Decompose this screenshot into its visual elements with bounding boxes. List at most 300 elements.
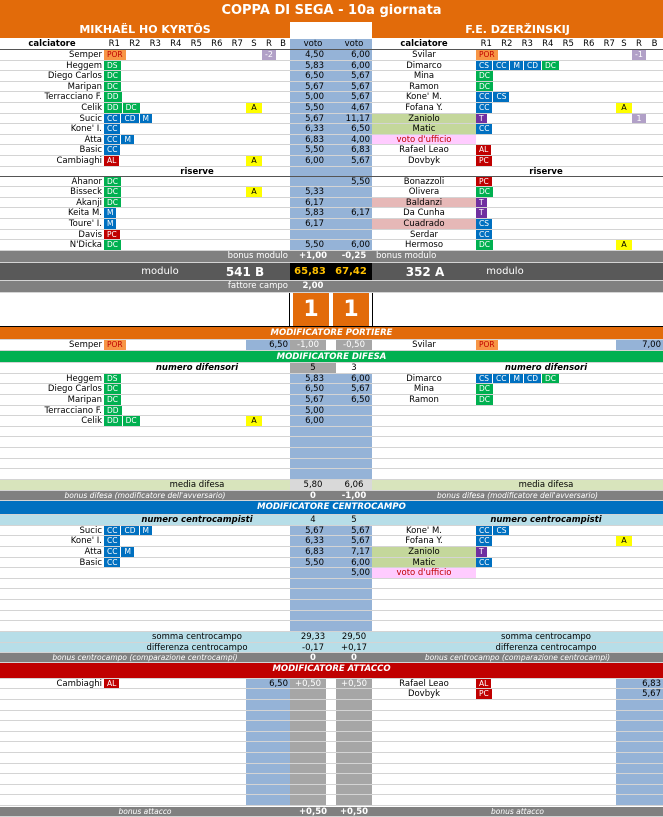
role-tags [104, 103, 244, 113]
attacco-name-right: Rafael Leao [399, 678, 449, 689]
player-row [0, 156, 663, 167]
player-name-left: Terracciano F. [44, 405, 102, 416]
page-title: COPPA DI SEGA - 10a giornata [0, 0, 663, 22]
voto-col-bg [246, 785, 290, 795]
player-voto-right: 6,83 [336, 145, 372, 155]
player-name-right: Zaniolo [372, 547, 476, 557]
player-name-left: Celik [81, 416, 102, 426]
player-row [0, 406, 663, 417]
modulo-right: 352 A [405, 264, 445, 279]
role-tag: PC [476, 689, 492, 699]
difesa-count-left: 5 [290, 363, 336, 373]
player-name-right: Dimarco [406, 60, 442, 71]
role-tag: POR [104, 50, 126, 60]
player-voto-left: 6,00 [290, 416, 326, 426]
role-tags [476, 547, 616, 557]
voto-col-bg [336, 469, 372, 479]
voto-col-bg [246, 795, 290, 805]
role-tags [476, 395, 616, 405]
role-tag: CC [493, 61, 509, 71]
voto-col-bg [246, 711, 290, 721]
mod-col-bg [290, 721, 326, 731]
player-voto-right: 6,17 [336, 208, 372, 218]
attacco-voto-left: 6,50 [246, 679, 290, 689]
voto-col-bg [290, 427, 336, 437]
role-tag: DC [476, 384, 493, 394]
role-tag: CC [476, 103, 492, 113]
player-voto-right: 5,67 [336, 82, 372, 92]
role-tag: DC [104, 384, 121, 394]
player-name-left: Davis [78, 229, 102, 240]
bonus-centrocampo-left: 0 [310, 652, 316, 662]
centrocampo-count-left: 4 [310, 514, 316, 525]
role-tag: T [476, 547, 487, 557]
header-round: R6 [583, 39, 595, 49]
player-voto-right [336, 187, 372, 197]
attacco-name-left: Cambiaghi [56, 678, 102, 689]
header-b: B [280, 39, 286, 49]
voto-col-bg [336, 448, 372, 458]
header-r: R [636, 39, 642, 49]
score-row [0, 293, 663, 327]
player-row [0, 621, 663, 632]
voto-col-bg [246, 700, 290, 710]
player-voto-right: 5,67 [336, 92, 372, 102]
bonus-modulo-label: bonus modulo [376, 250, 437, 261]
voto-col-bg [336, 611, 372, 621]
header-round: R2 [129, 39, 141, 49]
player-name-left: Terracciano F. [44, 92, 102, 102]
voto-col-bg [290, 621, 336, 631]
differenza-label: differenza centrocampo [146, 642, 248, 652]
mod-col-bg [290, 742, 326, 752]
role-tags [104, 156, 244, 166]
role-tag: CS [476, 374, 492, 384]
player-row [0, 114, 663, 125]
player-name-left: Diego Carlos [47, 384, 102, 394]
voto-col-bg [616, 732, 663, 742]
player-name-right: Matic [372, 558, 476, 568]
role-tags [476, 135, 616, 145]
player-name-left: Sucic [79, 113, 102, 124]
role-tags [476, 103, 616, 113]
player-voto-right: 6,50 [336, 124, 372, 134]
role-tag: T [476, 208, 487, 218]
voto-col-bg [336, 406, 372, 416]
voto-col-bg [616, 795, 663, 805]
role-tag: M [121, 547, 133, 557]
attacco-voto-right: 6,83 [616, 679, 663, 689]
mod-col-bg [336, 711, 372, 721]
player-row [0, 568, 663, 579]
role-tags [104, 526, 244, 536]
header-round: R5 [190, 39, 202, 49]
role-tag: AL [104, 679, 119, 689]
section-header [0, 501, 663, 515]
player-name-left: Semper [68, 50, 102, 60]
role-tag: DC [542, 374, 559, 384]
role-tags [104, 61, 244, 71]
player-voto-left: 5,50 [290, 103, 326, 113]
player-row [0, 558, 663, 569]
role-tag: DC [104, 82, 121, 92]
role-tags [476, 187, 616, 197]
bonus-centrocampo-row [0, 653, 663, 663]
mod-col-bg [336, 721, 372, 731]
player-voto-left: 5,67 [290, 395, 326, 405]
mod-col-bg [290, 795, 326, 805]
player-row [0, 579, 663, 590]
header-s: S [621, 39, 627, 49]
bonus-attacco-label: bonus attacco [490, 807, 545, 816]
role-tags [104, 198, 244, 208]
role-tag: T [476, 198, 487, 208]
bonus-modulo-right: -0,25 [341, 250, 367, 261]
role-tag: DD [104, 103, 122, 113]
role-tags [476, 689, 512, 699]
role-tag: CC [104, 124, 120, 134]
role-tags [104, 374, 244, 384]
section-title: MODIFICATORE CENTROCAMPO [257, 501, 406, 512]
player-voto-right: 6,00 [336, 50, 372, 60]
score-left-bg [0, 293, 290, 326]
attacco-row [0, 774, 663, 785]
voto-col-bg [246, 689, 290, 699]
bonus-difesa-label: bonus difesa (modificatore dell'avversario) [64, 490, 226, 500]
role-tags [476, 568, 616, 578]
mod-col-bg [290, 785, 326, 795]
role-tags [104, 135, 244, 145]
difesa-count-label: numero difensori [504, 362, 588, 373]
player-voto-left: 5,67 [290, 526, 326, 536]
role-tag: M [104, 208, 116, 218]
mod-col-bg [290, 700, 326, 710]
bonus-difesa-right: -1,00 [341, 490, 367, 500]
portiere-name-right: Svilar [412, 339, 436, 350]
player-row [0, 469, 663, 480]
difesa-count-right: 3 [351, 362, 357, 373]
role-tag: POR [476, 50, 498, 60]
role-tags [476, 679, 512, 689]
player-voto-right: 6,00 [336, 240, 372, 250]
role-tag: DC [476, 71, 493, 81]
role-tag: PC [476, 156, 492, 166]
player-row [0, 71, 663, 82]
role-tags [104, 50, 244, 60]
team-right-name: F.E. DZERŽINSKIJ [372, 22, 663, 38]
player-name-right: Ramon [409, 395, 439, 405]
role-tags [104, 145, 244, 155]
player-name-left: Bisseck [70, 187, 102, 197]
player-voto-right: 5,00 [336, 568, 372, 578]
player-voto-left: 4,50 [290, 50, 326, 60]
role-tags [476, 219, 616, 229]
player-name-left: Basic [79, 145, 102, 155]
player-voto-left: 5,83 [290, 61, 326, 71]
player-name-left: Toure' I. [68, 219, 102, 229]
player-voto-left [290, 177, 326, 187]
attacco-row [0, 764, 663, 775]
role-tag: DC [104, 71, 121, 81]
modulo-label-left: modulo [141, 265, 179, 277]
role-tag: DC [123, 103, 140, 113]
player-name-left: Keita M. [67, 208, 102, 218]
header-s: S [251, 39, 257, 49]
player-voto-left [290, 230, 326, 240]
role-tag: DC [476, 82, 493, 92]
flag-badge: A [616, 536, 632, 546]
role-tag: DC [476, 187, 493, 197]
voto-col-bg [616, 711, 663, 721]
player-name-left: Ahanor [71, 176, 102, 187]
player-row [0, 384, 663, 395]
voto-col-bg [336, 416, 372, 426]
player-name-left: Diego Carlos [47, 71, 102, 81]
role-tags [104, 82, 244, 92]
role-tags [104, 679, 140, 689]
player-name-right: Fofana Y. [405, 103, 443, 113]
player-name-left: Basic [79, 557, 102, 568]
voto-col-bg [246, 742, 290, 752]
role-tag: CS [493, 92, 509, 102]
team-header-row [0, 22, 663, 38]
player-name-right: Cuadrado [372, 219, 476, 229]
portiere-mod-left: -1,00 [290, 340, 326, 350]
player-name-left: Maripan [67, 395, 102, 405]
role-tag: DC [476, 240, 493, 250]
player-name-left: Kone' I. [70, 536, 102, 546]
differenza-label: differenza centrocampo [495, 642, 597, 652]
role-tag: T [476, 114, 487, 124]
player-name-right: Zaniolo [372, 114, 476, 124]
differenza-right: +0,17 [340, 642, 368, 652]
flag-badge: A [246, 103, 262, 113]
role-tag: M [140, 114, 152, 124]
player-voto-right: 6,50 [336, 395, 372, 405]
role-tags [104, 177, 244, 187]
player-voto-right: 5,50 [336, 177, 372, 187]
voto-col-bg [246, 753, 290, 763]
header-round: R1 [480, 39, 492, 49]
voto-col-bg [336, 459, 372, 469]
role-tags [104, 240, 244, 250]
player-voto-right: 4,00 [336, 135, 372, 145]
role-tags [104, 558, 244, 568]
voto-col-bg [290, 437, 336, 447]
role-tags [476, 208, 616, 218]
header-round: R3 [149, 39, 161, 49]
player-voto-left: 5,33 [290, 187, 326, 197]
role-tag: CD [121, 526, 138, 536]
role-tag: CC [104, 526, 120, 536]
player-voto-right: 5,67 [336, 156, 372, 166]
header-round: R4 [542, 39, 554, 49]
player-voto-right [336, 219, 372, 229]
fattore-campo-value: 2,00 [302, 280, 324, 291]
centrocampo-count-row [0, 515, 663, 526]
role-tag: CD [524, 61, 541, 71]
role-tags [104, 230, 244, 240]
role-tag: CC [104, 135, 120, 145]
player-name-right: Mina [413, 71, 435, 81]
portiere-row [0, 340, 663, 351]
role-tag: CC [493, 374, 509, 384]
voto-col-bg [246, 732, 290, 742]
player-row [0, 611, 663, 622]
column-header-row [0, 39, 663, 50]
voto-col-bg [616, 785, 663, 795]
role-tag: CD [524, 374, 541, 384]
role-tags [104, 124, 244, 134]
voto-col-bg [616, 774, 663, 784]
voto-col-bg [336, 167, 372, 176]
player-name-left: Heggem [66, 373, 102, 384]
role-tags [476, 82, 616, 92]
header-player-left: calciatore [28, 39, 76, 49]
voto-col-bg [336, 621, 372, 631]
voto-col-bg [616, 700, 663, 710]
player-name-left: Sucic [79, 525, 102, 536]
player-voto-left: 6,83 [290, 547, 326, 557]
role-tag: PC [476, 177, 492, 187]
bonus-attacco-row [0, 807, 663, 817]
attacco-row [0, 785, 663, 796]
role-tags [476, 198, 616, 208]
player-voto-right: 5,67 [336, 526, 372, 536]
difesa-count-label: numero difensori [155, 362, 239, 373]
flag-badge: A [246, 187, 262, 197]
player-name-right: Serdar [409, 229, 439, 240]
player-voto-right [336, 230, 372, 240]
player-voto-left: 6,83 [290, 135, 326, 145]
header-round: R1 [108, 39, 120, 49]
header-round: R3 [521, 39, 533, 49]
player-name-right: Bonazzoli [403, 176, 445, 187]
role-tags [476, 50, 616, 60]
player-name-left: Kone' I. [70, 124, 102, 134]
voto-col-bg [616, 764, 663, 774]
player-name-right: Dimarco [406, 373, 442, 384]
voto-col-bg [290, 611, 336, 621]
player-voto-right: 4,67 [336, 103, 372, 113]
attacco-row [0, 732, 663, 743]
player-row [0, 198, 663, 209]
mod-col-bg [290, 774, 326, 784]
role-tag: DC [542, 61, 559, 71]
role-tag: POR [104, 340, 126, 350]
somma-left: 29,33 [300, 631, 326, 642]
player-voto-left: 6,33 [290, 124, 326, 134]
header-round: R7 [603, 39, 615, 49]
player-name-right: Hermoso [404, 240, 444, 250]
role-tags [476, 384, 616, 394]
role-tag: DS [104, 61, 121, 71]
header-round: R7 [231, 39, 243, 49]
mod-col-bg [336, 742, 372, 752]
role-tags [104, 92, 244, 102]
player-voto-right: 5,67 [336, 536, 372, 546]
mod-col-bg [336, 732, 372, 742]
role-tag: DD [104, 416, 122, 426]
role-tags [104, 536, 244, 546]
player-row [0, 416, 663, 427]
player-row [0, 82, 663, 93]
section-title: MODIFICATORE PORTIERE [270, 327, 393, 338]
role-tag: DD [104, 92, 122, 102]
player-name-right: Mina [413, 384, 435, 394]
role-tag: CC [476, 230, 492, 240]
fattore-campo-label: fattore campo [227, 280, 288, 291]
role-tags [476, 240, 616, 250]
role-tags [476, 340, 512, 350]
voto-col-bg [290, 167, 336, 176]
player-name-right: Fofana Y. [405, 536, 443, 546]
player-name-left: Celik [81, 103, 102, 113]
role-tag: POR [476, 340, 498, 350]
voto-col-bg [336, 427, 372, 437]
mod-col-bg [336, 764, 372, 774]
role-tags [476, 526, 616, 536]
role-tags [476, 92, 616, 102]
player-name-right: Dovbyk [407, 156, 441, 166]
player-name-left: Maripan [67, 81, 102, 92]
bonus-modulo-left: +1,00 [298, 250, 328, 261]
role-tag: CC [104, 547, 120, 557]
role-tag: CC [476, 558, 492, 568]
voto-col-bg [290, 568, 336, 578]
role-tag: DC [104, 240, 121, 250]
team-left-name: MIKHAËL HO KYRTÖS [0, 22, 290, 38]
role-tag: AL [476, 145, 491, 155]
flag-badge: A [616, 240, 632, 250]
section-header [0, 327, 663, 340]
player-voto-left: 5,83 [290, 208, 326, 218]
voto-col-bg [616, 721, 663, 731]
player-name-right: Kone' M. [405, 92, 443, 102]
voto-col-bg [290, 448, 336, 458]
role-tag: CC [476, 526, 492, 536]
role-tag: DC [104, 395, 121, 405]
voto-col-bg [336, 579, 372, 589]
role-tag: CC [104, 536, 120, 546]
bonus-centrocampo-label: bonus centrocampo (comparazione centrocampi) [52, 652, 238, 662]
differenza-row [0, 643, 663, 653]
media-difesa-label: media difesa [518, 479, 574, 490]
reserves-label-right: riserve [529, 166, 563, 176]
role-tag: CS [493, 526, 509, 536]
player-name-right: voto d'ufficio [372, 568, 476, 578]
player-row [0, 459, 663, 470]
centrocampo-count-label: numero centrocampisti [490, 514, 602, 525]
role-tag: DD [104, 406, 122, 416]
role-tag: M [510, 61, 522, 71]
role-tag: CC [104, 114, 120, 124]
role-tags [476, 230, 616, 240]
voto-col-bg [336, 600, 372, 610]
player-row [0, 230, 663, 241]
mod-col-bg [290, 753, 326, 763]
voto-col-bg [246, 764, 290, 774]
player-name-right: Ramon [409, 81, 439, 92]
voto-col-bg [616, 753, 663, 763]
bonus-centrocampo-right: 0 [351, 652, 357, 662]
player-voto-right: 7,17 [336, 547, 372, 557]
player-voto-right: 6,00 [336, 374, 372, 384]
player-voto-right [336, 198, 372, 208]
player-row [0, 240, 663, 251]
player-row [0, 61, 663, 72]
role-tag: M [121, 135, 133, 145]
